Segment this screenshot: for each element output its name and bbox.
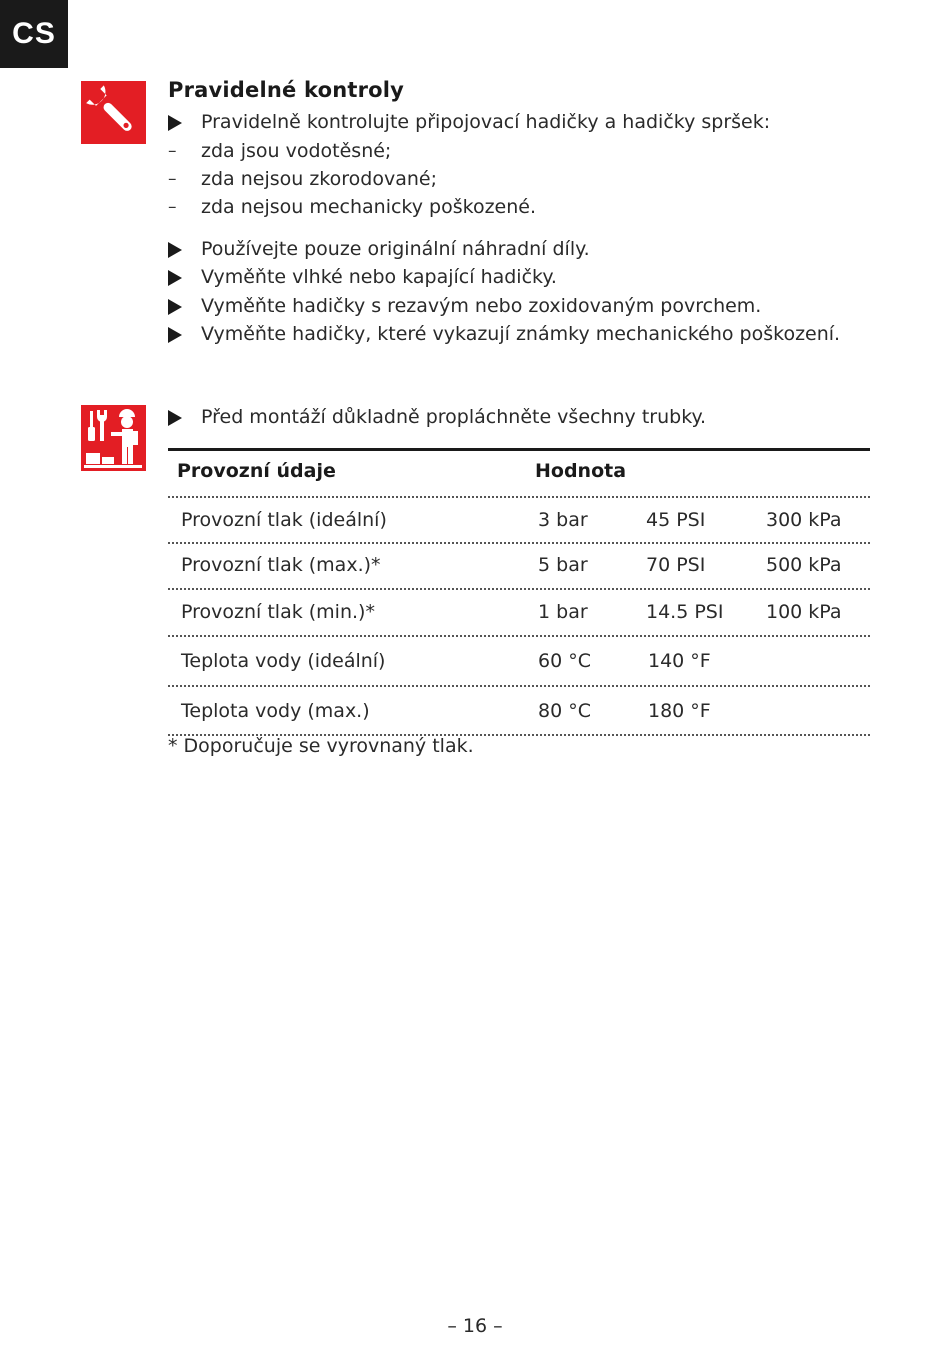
bullet-arrow-icon xyxy=(168,410,182,426)
table-header-row xyxy=(168,451,870,498)
column-header-label: Provozní údaje xyxy=(177,460,336,482)
bullet-arrow-icon xyxy=(168,115,182,131)
bullet-arrow-icon xyxy=(168,270,182,286)
installer-tools-icon xyxy=(81,405,146,471)
table-footnote: * Doporučuje se vyrovnaný tlak. xyxy=(168,735,474,757)
dash-marker: – xyxy=(168,197,177,217)
table-row: Teplota vody (ideální) 60 °C 140 °F xyxy=(168,637,870,687)
section-heading: Pravidelné kontroly xyxy=(168,78,405,102)
table-row: Provozní tlak (max.)* 5 bar 70 PSI 500 kPa xyxy=(168,544,870,590)
bullet-arrow-icon xyxy=(168,242,182,258)
bullet-arrow-icon xyxy=(168,299,182,315)
page-number: – 16 – xyxy=(447,1315,503,1337)
dash-marker: – xyxy=(168,169,177,189)
column-header-value: Hodnota xyxy=(535,460,627,482)
table-row: Provozní tlak (min.)* 1 bar 14.5 PSI 100 kPa xyxy=(168,590,870,637)
wrench-icon xyxy=(81,81,146,144)
bullet-arrow-icon xyxy=(168,327,182,343)
table-row: Provozní tlak (ideální) 3 bar 45 PSI 300 kPa xyxy=(168,498,870,544)
language-badge: CS xyxy=(0,0,68,68)
dash-marker: – xyxy=(168,141,177,161)
table-row: Teplota vody (max.) 80 °C 180 °F xyxy=(168,687,870,736)
